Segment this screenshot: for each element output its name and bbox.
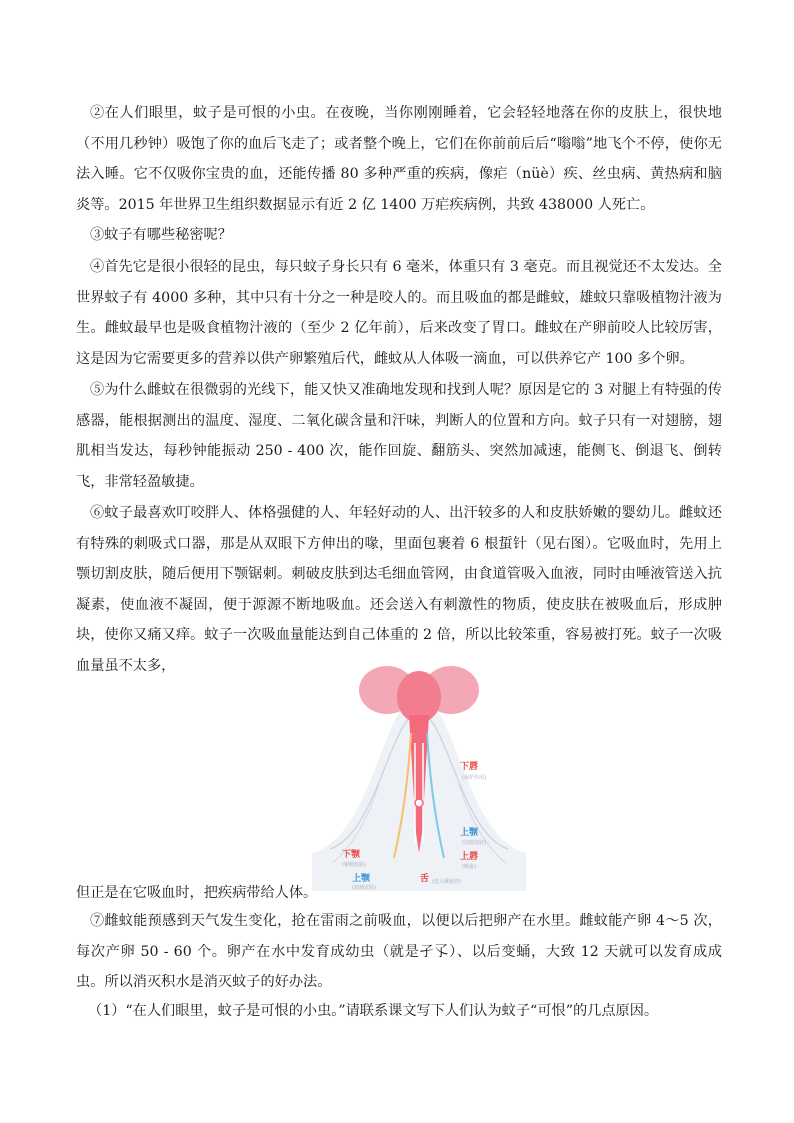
label-upper-jaw-right-sub: (切割皮肤) [462,840,486,846]
label-lower-jaw: 下颚 [342,850,361,860]
question-1: （1）“在人们眼里，蚊子是可恨的小虫。”请联系课文写下人们认为蚊子“可恨”的几点原因。 [88,1003,659,1019]
label-upper-lip-sub: (吸血) [462,864,476,870]
label-tongue-sub: (送入唾液管) [432,879,461,885]
label-lower-lip-sub: (保护作用) [462,775,486,781]
label-upper-jaw-right: 上颚 [460,828,479,838]
mosquito-mouthparts-figure [312,663,526,891]
paragraph-7: ⑦雌蚊能预感到天气发生变化，抢在雷雨之前吸血，以便以后把卵产在水里。雌蚊能产卵 4～5 次，每次产卵 50 - 60 个。卵产在水中发育成幼虫（就是孑孓）、以后变蛹，大致 12 天就可以发育成成虫。所以消灭积水是消灭蚊子的好办法。 [76,913,722,991]
paragraph-6-end: 但正是在它吸血时，把疾病带给人体。 [76,885,318,901]
label-upper-lip: 上唇 [460,852,479,862]
paragraph-6: ⑥蚊子最喜欢叮咬胖人、体格强健的人、年轻好动的人、出汗较多的人和皮肤娇嫩的婴幼儿。雌蚊还有特殊的刺吸式口器，那是从双眼下方伸出的喙，里面包裹着 6 根蜇针（见右图）。它吸血时，先用上颚切割皮肤，随后便用下颚锯刺。刺破皮肤到达毛细血管网，由食道管吸入血液，同时由唾液管送入抗凝素，使血液不凝固，便于源源不断地吸血。还会送入有刺激性的物质，使皮肤在被吸血后，形成肿块，使你又痛又痒。蚊子一次吸血量能达到自己体重的 2 倍，所以比较笨重，容易被打死。蚊子一次吸血量虽不太多， [76,505,722,674]
paragraph-2: ②在人们眼里，蚊子是可恨的小虫。在夜晚，当你刚刚睡着，它会轻轻地落在你的皮肤上，很快地（不用几秒钟）吸饱了你的血后飞走了；或者整个晚上，它们在你前前后后“嗡嗡”地飞个不停，使你无法入睡。它不仅吸你宝贵的血，还能传播 80 多种严重的疾病，像疟（nüè）疾、丝虫病、黄热病和脑炎等。2015 年世界卫生组织数据显示有近 2 亿 1400 万疟疾病例，共致 438000 人死亡。 [76,105,722,213]
junction-dot [415,799,423,807]
paragraph-5: ⑤为什么雌蚊在很微弱的光线下，能又快又准确地发现和找到人呢？原因是它的 3 对腿上有特强的传感器，能根据测出的温度、湿度、二氧化碳含量和汗味，判断人的位置和方向。蚊子只有一对翅膀，翅肌相当发达，每秒钟能振动 250 - 400 次，能作回旋、翻筋头、突然加减速，能侧飞、倒退飞、倒转飞，非常轻盈敏捷。 [76,382,722,490]
paragraph-3: ③蚊子有哪些秘密呢？ [90,227,232,243]
label-upper-jaw-left: 上颚 [352,874,371,884]
label-upper-jaw-left-sub: (切割皮肤) [352,885,376,891]
paragraph-4: ④首先它是很小很轻的昆虫，每只蚊子身长只有 6 毫米，体重只有 3 毫克。而且视觉还不太发达。全世界蚊子有 4000 多种，其中只有十分之一种是咬人的。而且吸血的都是雌蚊，雄蚊只靠吸植物汁液为生。雌蚊最早也是吸食植物汁液的（至少 2 亿年前），后来改变了胃口。雌蚊在产卵前咬人比较厉害，这是因为它需要更多的营养以供产卵繁殖后代，雌蚊从人体吸一滴血，可以供养它产 100 多个卵。 [76,259,722,367]
label-tongue: 舌 [420,874,430,884]
mouthparts-diagram [312,663,526,891]
label-lower-jaw-sub: (锯刺皮肤) [342,862,366,868]
label-lower-lip: 下唇 [460,762,479,772]
